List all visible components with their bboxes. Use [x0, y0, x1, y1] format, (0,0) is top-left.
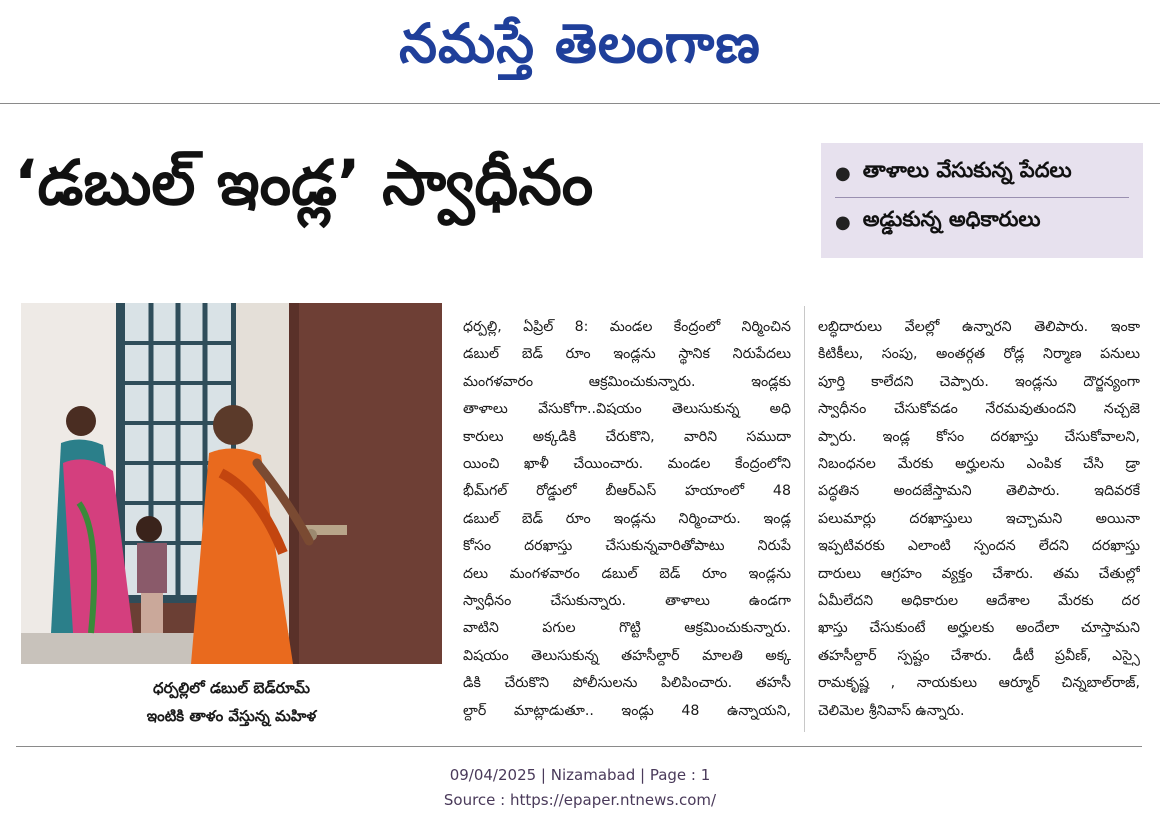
article-column-1: [463, 314, 791, 734]
text-line: కారులు అక్కడికి చేరుకొని, వారిని సముదా: [463, 428, 791, 445]
text-line: ధర్పల్లి, ఏప్రిల్ 8: మండల కేంద్రంలో నిర్మించిన: [463, 319, 791, 335]
text-line: భీమ్‌గల్ రోడ్డులో బీఆర్‌ఎస్ హయాంలో 48: [463, 483, 791, 500]
text-line: పద్ధతిన అందజేస్తామని తెలిపారు. ఇదివరకే: [818, 483, 1140, 500]
masthead: [0, 0, 1160, 100]
caption-line: ధర్పల్లిలో డబుల్ బెడ్‌రూమ్: [153, 679, 310, 697]
text-line: మంగళవారం ఆక్రమించుకున్నారు. ఇండ్లకు: [463, 373, 791, 390]
text-line: లబ్ధిదారులు వేలల్లో ఉన్నారని తెలిపారు. ఇంకా: [818, 319, 1140, 335]
article-headline: ‘డబుల్ ఇండ్ల’ స్వాధీనం: [14, 146, 594, 219]
text-line: తాళాలు వేసుకోగా..విషయం తెలుసుకున్న అధి: [463, 401, 791, 418]
text-line: కిటికీలు, సంపు, అంతర్గత రోడ్ల నిర్మాణ పనులు: [818, 346, 1140, 363]
page-footer: [0, 763, 1160, 813]
article-column-2: [818, 314, 1140, 734]
text-line: డబుల్ బెడ్ రూం ఇండ్లను స్థానిక నిరుపేదలు: [463, 346, 791, 363]
newspaper-logo: నమస్తే తెలంగాణ: [399, 11, 761, 75]
text-line: రామకృష్ణ , నాయకులు ఆర్మూర్ చిన్నబాల్‌రాజ్,: [818, 675, 1140, 692]
text-line: నిబంధనల మేరకు అర్హులను ఎంపిక చేసి డ్రా: [818, 456, 1140, 473]
text-line: దలు మంగళవారం డబుల్ బెడ్ రూం ఇండ్లను: [463, 565, 791, 582]
kicker-item: [835, 197, 1129, 246]
text-line: వాటిని పగుల గొట్టి ఆక్రమించుకున్నారు.: [463, 620, 791, 637]
text-line: పలుమార్లు దరఖాస్తులు ఇచ్చామని అయినా: [818, 510, 1140, 527]
text-line: దారులు ఆగ్రహం వ్యక్తం చేశారు. తమ చేతుల్లో: [818, 565, 1140, 582]
kicker-text: అడ్డుకున్న అధికారులు: [862, 207, 1041, 231]
text-line: కోసం దరఖాస్తు చేసుకున్నవారితోపాటు నిరుపే: [463, 538, 791, 555]
kicker-box: [821, 143, 1143, 258]
text-line: డికి చేరుకొని పోలీసులను పిలిపించారు. తహసీ: [463, 675, 791, 692]
article-photo: [21, 303, 442, 664]
text-line: ల్దార్ మాట్లాడుతూ.. ఇండ్లు 48 ఉన్నాయని,: [463, 702, 791, 719]
text-line: స్వాధీనం చేసుకున్నారు. తాళాలు ఉండగా: [463, 593, 791, 610]
text-line: ప్పారు. ఇండ్ల కోసం దరఖాస్తు చేసుకోవాలని,: [818, 428, 1140, 445]
masthead-divider: [0, 103, 1160, 104]
footer-divider: [16, 746, 1142, 747]
text-line: డబుల్ బెడ్ రూం ఇండ్లను నిర్మించారు. ఇండ్ల: [463, 510, 791, 527]
text-line: విషయం తెలుసుకున్న తహసీల్దార్ మాలతి అక్క: [463, 647, 791, 664]
text-line: యించి ఖాళీ చేయించారు. మండల కేంద్రంలోని: [463, 456, 791, 473]
edition-info: 09/04/2025 | Nizamabad | Page : 1: [449, 766, 711, 784]
text-line: చెలిమెల శ్రీనివాస్ ఉన్నారు.: [818, 702, 965, 719]
source-link[interactable]: Source : https://epaper.ntnews.com/: [443, 791, 717, 809]
text-line: పూర్తి కాలేదని చెప్పారు. ఇండ్లను దౌర్జన్యంగా: [818, 373, 1140, 390]
caption-line: ఇంటికి తాళం వేస్తున్న మహిళ: [146, 707, 317, 725]
kicker-item: [835, 149, 1129, 197]
text-line: ఖాస్తు చేసుకుంటే అర్హులకు అందేలా చూస్తామని: [818, 620, 1140, 637]
kicker-text: తాళాలు వేసుకున్న పేదలు: [862, 158, 1072, 182]
text-line: ఇప్పటివరకు ఎలాంటి స్పందన లేదని దరఖాస్తు: [818, 538, 1140, 555]
column-divider: [804, 306, 805, 732]
text-line: తహసీల్దార్ స్పష్టం చేశారు. డీటీ ప్రవీణ్, ఎస్సై: [818, 647, 1140, 664]
text-line: ఏమీలేదని అధికారుల ఆదేశాల మేరకు దర: [818, 593, 1140, 610]
bullet-icon: ●: [835, 211, 851, 233]
text-line: స్వాధీనం చేసుకోవడం నేరమవుతుందని నచ్చజె: [818, 401, 1140, 418]
photo-caption: [21, 674, 442, 734]
bullet-icon: ●: [835, 162, 851, 184]
